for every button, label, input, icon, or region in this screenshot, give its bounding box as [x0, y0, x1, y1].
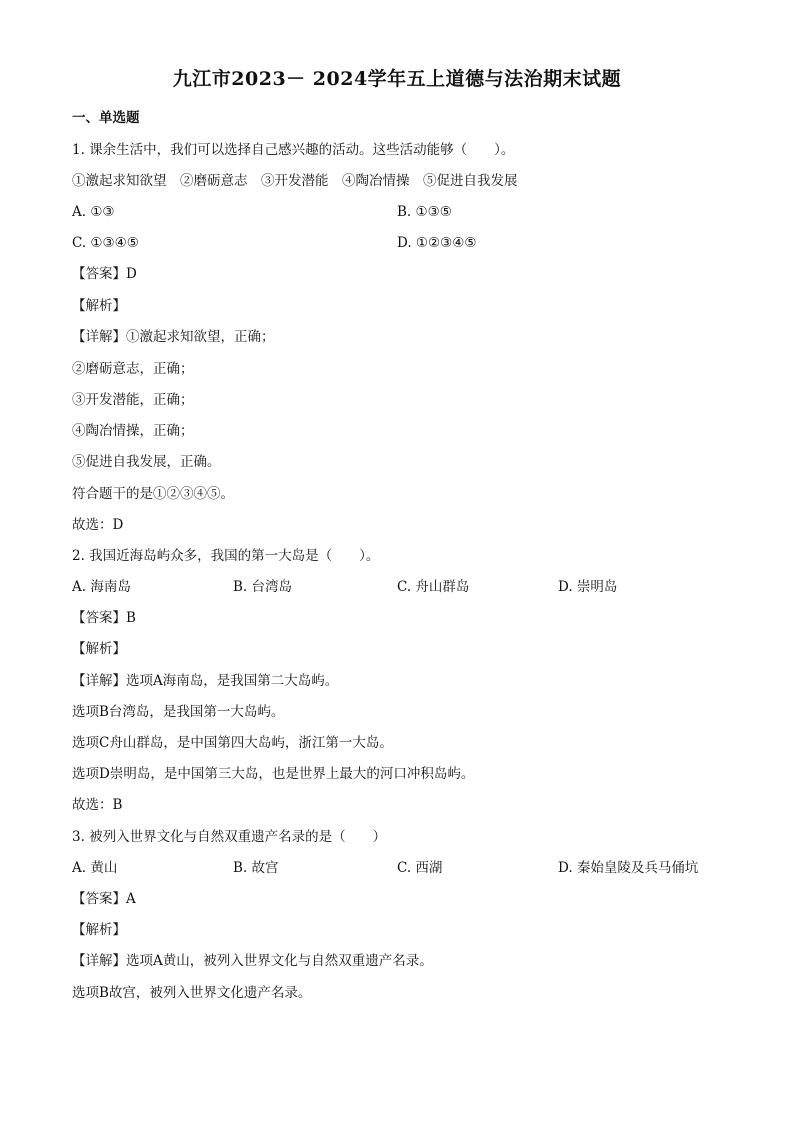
question-3-option-c: C. 西湖 [397, 860, 443, 876]
question-1-option-c: C. ①③④⑤ [72, 235, 139, 251]
question-1-detail-line: 符合题干的是①②③④⑤。 [72, 486, 234, 502]
question-2-option-c: C. 舟山群岛 [397, 579, 470, 595]
question-2-detail-line: 选项D崇明岛，是中国第三大岛，也是世界上最大的河口冲积岛屿。 [72, 766, 475, 782]
question-3-detail-line: 【详解】选项A黄山，被列入世界文化与自然双重遗产名录。 [72, 953, 433, 969]
question-1-option-b: B. ①③⑤ [397, 204, 452, 220]
question-3-detail-line: 选项B故宫，被列入世界文化遗产名录。 [72, 985, 312, 1001]
question-1-detail-line: ②磨砺意志，正确； [72, 361, 194, 377]
question-2-stem: 2. 我国近海岛屿众多，我国的第一大岛是（ ）。 [72, 548, 380, 564]
question-2-option-b: B. 台湾岛 [233, 579, 293, 595]
question-1-detail-line: ⑤促进自我发展，正确。 [72, 454, 221, 470]
question-2-detail-line: 【详解】选项A海南岛，是我国第二大岛屿。 [72, 673, 339, 689]
question-3-analysis: 【解析】 [72, 922, 126, 938]
question-3-stem: 3. 被列入世界文化与自然双重遗产名录的是（ ） [72, 829, 387, 845]
question-1-detail-line: ④陶冶情操，正确； [72, 423, 194, 439]
question-1-analysis: 【解析】 [72, 298, 126, 314]
question-1-answer: 【答案】D [72, 266, 137, 282]
question-1-detail-line: ③开发潜能，正确； [72, 392, 194, 408]
question-2-detail-line: 故选：B [72, 797, 123, 813]
question-3-option-a: A. 黄山 [72, 860, 118, 876]
question-1-stem: 1. 课余生活中，我们可以选择自己感兴趣的活动。这些活动能够（ ）。 [72, 142, 515, 158]
question-2-option-a: A. 海南岛 [72, 579, 131, 595]
question-2-option-d: D. 崇明岛 [558, 579, 618, 595]
question-3-option-d: D. 秦始皇陵及兵马俑坑 [558, 860, 699, 876]
question-3-option-b: B. 故宫 [233, 860, 279, 876]
section-heading: 一、单选题 [72, 110, 140, 126]
question-1-items: ①激起求知欲望 ②磨砺意志 ③开发潜能 ④陶冶情操 ⑤促进自我发展 [72, 173, 518, 189]
question-1-detail-line: 故选：D [72, 517, 124, 533]
question-2-detail-line: 选项B台湾岛，是我国第一大岛屿。 [72, 704, 285, 720]
question-1-detail-line: 【详解】①激起求知欲望，正确； [72, 329, 275, 345]
page-title: 九江市2023－ 2024学年五上道德与法治期末试题 [172, 68, 622, 90]
question-1-option-d: D. ①②③④⑤ [397, 235, 477, 251]
question-2-analysis: 【解析】 [72, 641, 126, 657]
question-2-answer: 【答案】B [72, 610, 136, 626]
question-2-detail-line: 选项C舟山群岛，是中国第四大岛屿，浙江第一大岛。 [72, 735, 393, 751]
question-3-answer: 【答案】A [72, 891, 136, 907]
question-1-option-a: A. ①③ [72, 204, 115, 220]
